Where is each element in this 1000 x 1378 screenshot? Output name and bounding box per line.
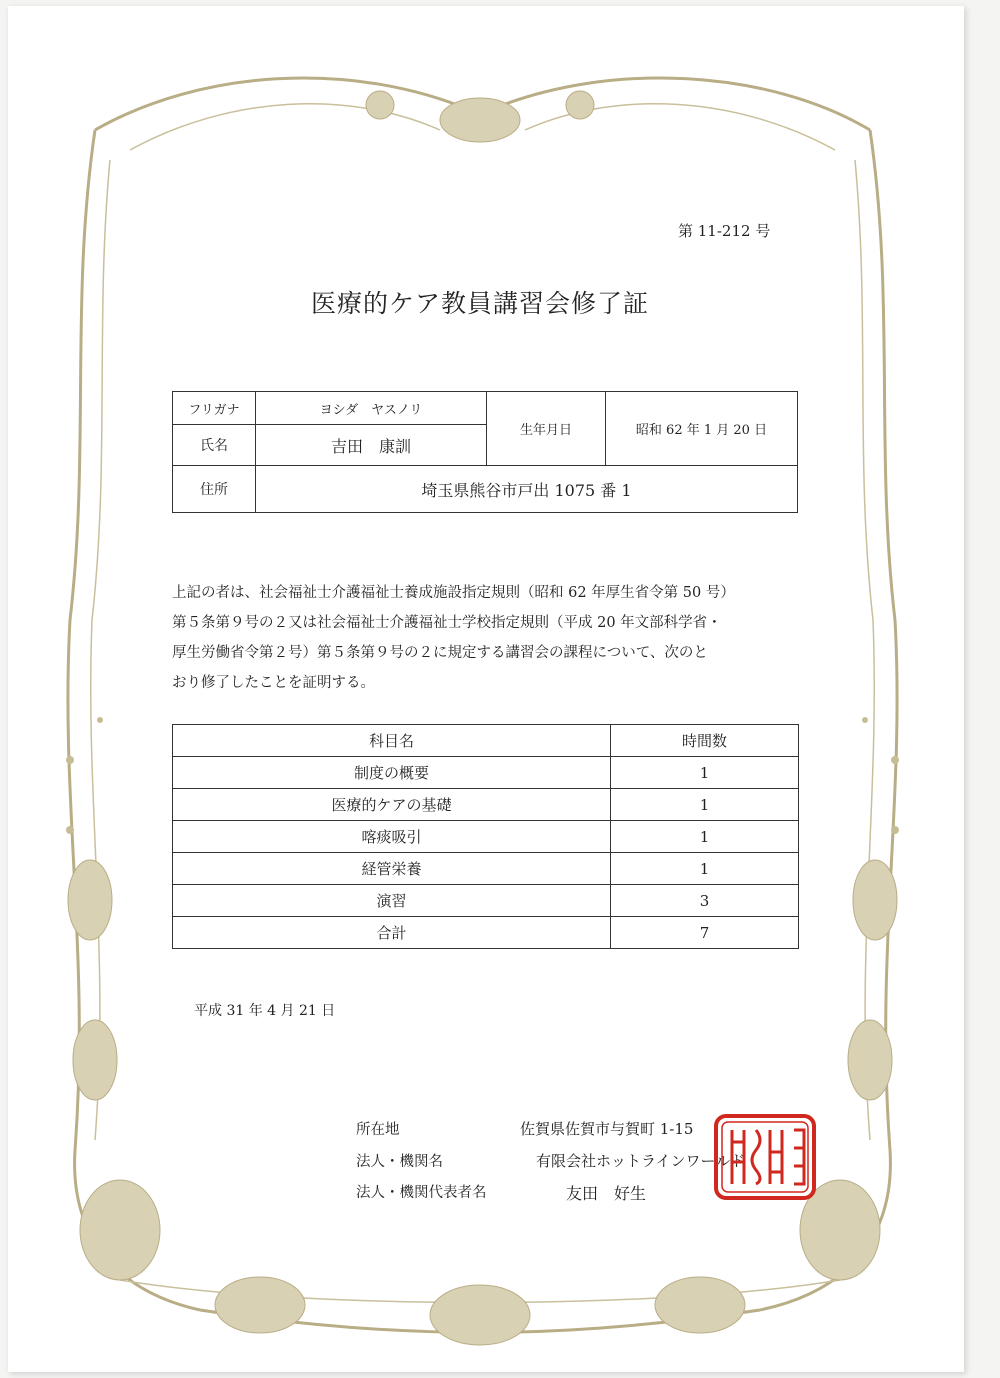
subject-name: 演習 <box>173 885 611 917</box>
subject-header: 科目名 <box>173 725 611 757</box>
company-seal-stamp <box>710 1112 820 1202</box>
statement-line: 厚生労働省令第２号）第５条第９号の２に規定する講習会の課程について、次のと <box>172 645 708 661</box>
name-label: 氏名 <box>173 425 256 466</box>
representative-label: 法人・機関代表者名 <box>356 1185 487 1201</box>
address-value: 埼玉県熊谷市戸出 1075 番 1 <box>256 466 798 513</box>
table-row <box>173 885 799 917</box>
location-label: 所在地 <box>356 1122 400 1138</box>
table-row <box>173 757 799 789</box>
statement-line: おり修了したことを証明する。 <box>172 675 375 691</box>
statement-line: 上記の者は、社会福祉士介護福祉士養成施設指定規則（昭和 62 年厚生省令第 50 号） <box>172 585 735 601</box>
table-row <box>173 853 799 885</box>
furigana-value: ヨシダ ヤスノリ <box>256 392 487 425</box>
subject-name: 制度の概要 <box>173 757 611 789</box>
birth-date-value: 昭和 62 年 1 月 20 日 <box>606 392 798 466</box>
birth-date-label: 生年月日 <box>487 392 606 466</box>
name-value: 吉田 康訓 <box>256 425 487 466</box>
certification-statement <box>172 578 800 698</box>
organization-label: 法人・機関名 <box>356 1154 443 1170</box>
subject-name: 医療的ケアの基礎 <box>173 789 611 821</box>
subject-hours: 1 <box>611 757 799 789</box>
location-value: 佐賀県佐賀市与賀町 1-15 <box>520 1120 694 1138</box>
hours-header: 時間数 <box>611 725 799 757</box>
furigana-label: フリガナ <box>173 392 256 425</box>
subject-name: 経管栄養 <box>173 853 611 885</box>
certificate-number: 第 11-212 号 <box>678 222 771 240</box>
subjects-table <box>172 724 799 949</box>
certificate-title: 医療的ケア教員講習会修了証 <box>310 289 649 318</box>
statement-line: 第５条第９号の２又は社会福祉士介護福祉士学校指定規則（平成 20 年文部科学省・ <box>172 615 722 631</box>
subject-hours: 1 <box>611 853 799 885</box>
address-label: 住所 <box>173 466 256 513</box>
table-row <box>173 821 799 853</box>
personal-info-table <box>172 391 798 513</box>
subject-hours: 1 <box>611 789 799 821</box>
subject-name: 喀痰吸引 <box>173 821 611 853</box>
subject-hours: 1 <box>611 821 799 853</box>
organization-name: 有限会社ホットラインワールド <box>536 1152 746 1170</box>
subject-hours: 3 <box>611 885 799 917</box>
table-row <box>173 789 799 821</box>
issue-date: 平成 31 年 4 月 21 日 <box>194 1003 336 1019</box>
total-label: 合計 <box>173 917 611 949</box>
representative-name: 友田 好生 <box>566 1184 647 1203</box>
table-header-row <box>173 725 799 757</box>
total-hours: 7 <box>611 917 799 949</box>
total-row <box>173 917 799 949</box>
